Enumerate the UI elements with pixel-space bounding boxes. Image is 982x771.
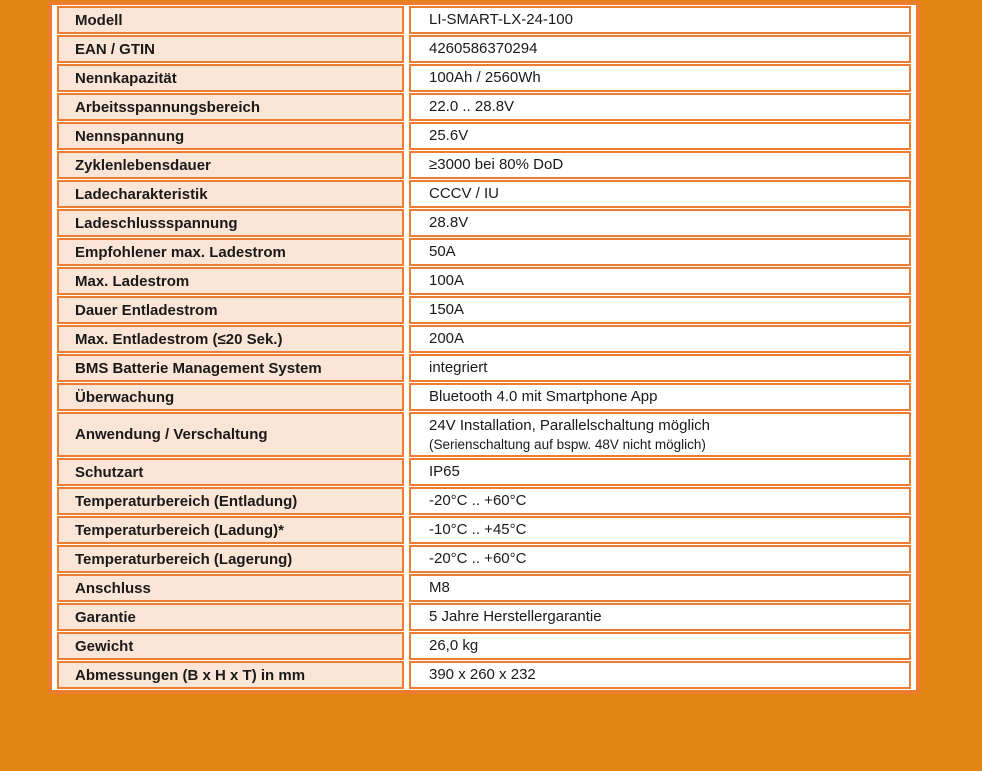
spec-value: M8 bbox=[429, 579, 450, 596]
spec-label-cell bbox=[57, 6, 404, 34]
spec-label-cell bbox=[57, 325, 404, 353]
spec-label: Temperaturbereich (Entladung) bbox=[75, 492, 298, 510]
spec-label: Abmessungen (B x H x T) in mm bbox=[75, 666, 306, 684]
table-row bbox=[57, 487, 911, 515]
spec-value-cell bbox=[409, 574, 911, 602]
spec-value: ≥3000 bei 80% DoD bbox=[429, 156, 564, 173]
table-row bbox=[57, 180, 911, 208]
table-row bbox=[57, 238, 911, 266]
spec-label-cell bbox=[57, 209, 404, 237]
spec-value-cell bbox=[409, 64, 911, 92]
spec-value-cell bbox=[409, 632, 911, 660]
spec-label: Dauer Entladestrom bbox=[75, 301, 218, 319]
spec-value-cell bbox=[409, 458, 911, 486]
spec-value-cell bbox=[409, 238, 911, 266]
spec-label-cell bbox=[57, 267, 404, 295]
spec-label: Empfohlener max. Ladestrom bbox=[75, 243, 286, 261]
spec-label-cell bbox=[57, 632, 404, 660]
table-row bbox=[57, 516, 911, 544]
spec-label-cell bbox=[57, 35, 404, 63]
spec-value: 390 x 260 x 232 bbox=[429, 666, 536, 683]
spec-value: 26,0 kg bbox=[429, 637, 479, 654]
spec-label-cell bbox=[57, 603, 404, 631]
spec-table bbox=[48, 1, 920, 694]
spec-label: Max. Ladestrom bbox=[75, 272, 190, 290]
spec-label: Ladecharakteristik bbox=[75, 185, 208, 203]
spec-label: Temperaturbereich (Ladung)* bbox=[75, 521, 284, 539]
table-row bbox=[57, 661, 911, 689]
spec-value: 100Ah / 2560Wh bbox=[429, 69, 541, 86]
spec-label-cell bbox=[57, 574, 404, 602]
table-row bbox=[57, 458, 911, 486]
spec-value: integriert bbox=[429, 359, 488, 376]
spec-value-cell bbox=[409, 603, 911, 631]
spec-label-cell bbox=[57, 64, 404, 92]
table-row bbox=[57, 574, 911, 602]
spec-value: -20°C .. +60°C bbox=[429, 550, 527, 567]
spec-label-cell bbox=[57, 412, 404, 457]
spec-value: 4260586370294 bbox=[429, 40, 538, 57]
spec-label-cell bbox=[57, 93, 404, 121]
table-row bbox=[57, 35, 911, 63]
table-row bbox=[57, 545, 911, 573]
table-row bbox=[57, 122, 911, 150]
spec-value: -10°C .. +45°C bbox=[429, 521, 527, 538]
spec-value: 5 Jahre Herstellergarantie bbox=[429, 608, 602, 625]
spec-value-cell bbox=[409, 267, 911, 295]
spec-value-cell bbox=[409, 487, 911, 515]
spec-value: Bluetooth 4.0 mit Smartphone App bbox=[429, 388, 658, 405]
spec-value: CCCV / IU bbox=[429, 185, 500, 202]
spec-value-note: (Serienschaltung auf bspw. 48V nicht möglich) bbox=[429, 437, 706, 452]
spec-value: IP65 bbox=[429, 463, 460, 480]
spec-label: Max. Entladestrom (≤20 Sek.) bbox=[75, 330, 283, 348]
spec-label: Gewicht bbox=[75, 637, 134, 655]
spec-label: Überwachung bbox=[75, 388, 175, 406]
spec-label-cell bbox=[57, 354, 404, 382]
spec-value: 22.0 .. 28.8V bbox=[429, 98, 515, 115]
table-row bbox=[57, 296, 911, 324]
spec-value: 28.8V bbox=[429, 214, 469, 231]
spec-value-cell bbox=[409, 122, 911, 150]
spec-value: -20°C .. +60°C bbox=[429, 492, 527, 509]
table-row bbox=[57, 209, 911, 237]
spec-value-cell bbox=[409, 180, 911, 208]
spec-value: 150A bbox=[429, 301, 465, 318]
spec-value: 200A bbox=[429, 330, 465, 347]
table-row bbox=[57, 93, 911, 121]
spec-label: Temperaturbereich (Lagerung) bbox=[75, 550, 293, 568]
spec-label: Anwendung / Verschaltung bbox=[75, 426, 268, 443]
spec-value-cell bbox=[409, 516, 911, 544]
table-row bbox=[57, 325, 911, 353]
spec-value-cell bbox=[409, 93, 911, 121]
table-row bbox=[57, 151, 911, 179]
spec-value: 100A bbox=[429, 272, 465, 289]
spec-value: LI-SMART-LX-24-100 bbox=[429, 11, 573, 28]
table-row bbox=[57, 267, 911, 295]
table-row bbox=[57, 383, 911, 411]
spec-label-cell bbox=[57, 545, 404, 573]
spec-value-cell bbox=[409, 35, 911, 63]
table-row bbox=[57, 354, 911, 382]
spec-value-cell bbox=[409, 354, 911, 382]
spec-label-cell bbox=[57, 458, 404, 486]
spec-label-cell bbox=[57, 180, 404, 208]
spec-label-cell bbox=[57, 238, 404, 266]
spec-label-cell bbox=[57, 296, 404, 324]
spec-label-cell bbox=[57, 661, 404, 689]
spec-value-cell bbox=[409, 412, 911, 457]
spec-label-cell bbox=[57, 487, 404, 515]
table-row bbox=[57, 412, 911, 457]
spec-value-cell bbox=[409, 545, 911, 573]
table-row bbox=[57, 64, 911, 92]
spec-label: Nennkapazität bbox=[75, 69, 177, 87]
spec-table-body bbox=[57, 6, 911, 689]
spec-label: Anschluss bbox=[75, 579, 151, 597]
spec-value: 24V Installation, Parallelschaltung möglich bbox=[429, 417, 710, 434]
spec-label: Ladeschlussspannung bbox=[75, 214, 238, 232]
spec-value-cell bbox=[409, 209, 911, 237]
table-row bbox=[57, 6, 911, 34]
table-row bbox=[57, 603, 911, 631]
spec-label-cell bbox=[57, 516, 404, 544]
spec-label: BMS Batterie Management System bbox=[75, 359, 322, 377]
table-row bbox=[57, 632, 911, 660]
spec-value: 25.6V bbox=[429, 127, 469, 144]
spec-label: Modell bbox=[75, 11, 123, 29]
spec-value-cell bbox=[409, 6, 911, 34]
spec-label-cell bbox=[57, 151, 404, 179]
spec-value-cell bbox=[409, 296, 911, 324]
spec-label: Zyklenlebensdauer bbox=[75, 156, 211, 174]
spec-label: Arbeitsspannungsbereich bbox=[75, 98, 261, 116]
spec-value-cell bbox=[409, 661, 911, 689]
spec-label: EAN / GTIN bbox=[75, 40, 156, 58]
spec-value: 50A bbox=[429, 243, 456, 260]
spec-value-cell bbox=[409, 325, 911, 353]
spec-label-cell bbox=[57, 122, 404, 150]
spec-label: Schutzart bbox=[75, 463, 144, 481]
spec-label: Nennspannung bbox=[75, 127, 185, 145]
spec-value-cell bbox=[409, 151, 911, 179]
spec-label-cell bbox=[57, 383, 404, 411]
spec-value-cell bbox=[409, 383, 911, 411]
spec-label: Garantie bbox=[75, 608, 136, 626]
